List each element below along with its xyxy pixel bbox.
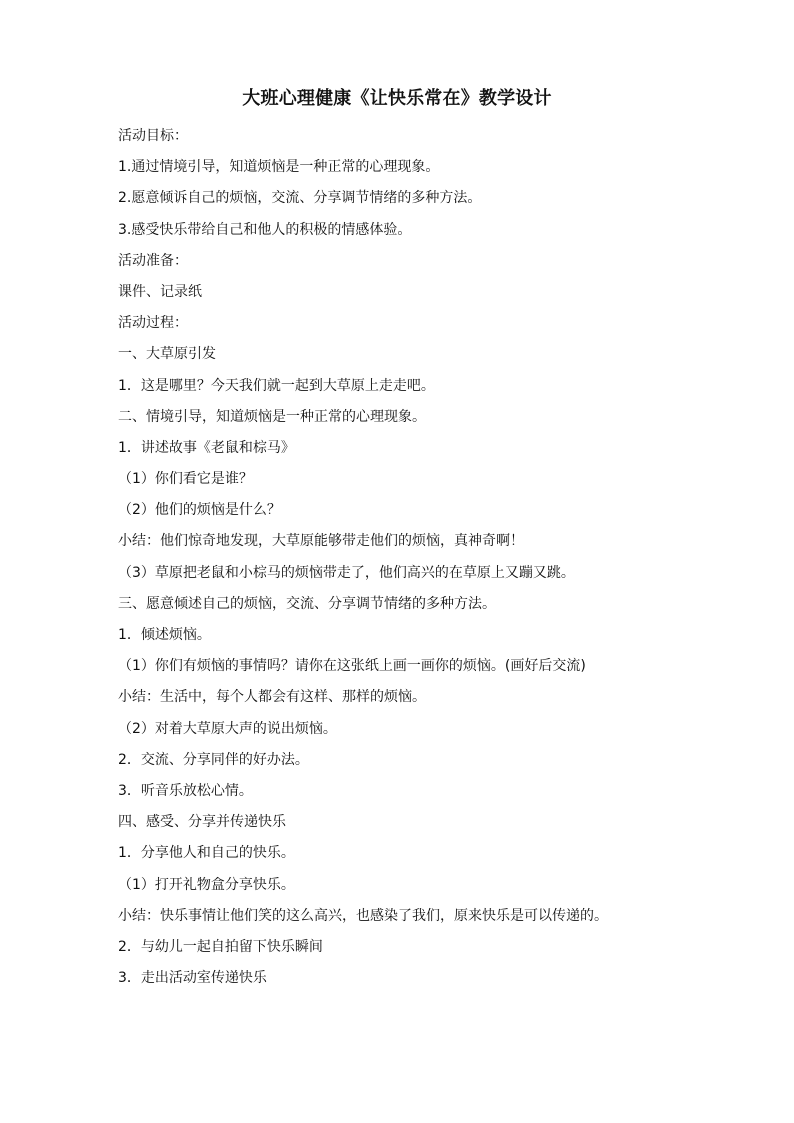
document-title: 大班心理健康《让快乐常在》教学设计 xyxy=(242,88,552,109)
process-subitem: （1）打开礼物盒分享快乐。 xyxy=(118,876,295,893)
process-item: 1．讲述故事《老鼠和棕马》 xyxy=(118,439,295,456)
process-heading: 二、情境引导，知道烦恼是一种正常的心理现象。 xyxy=(118,408,426,425)
summary-note: 小结：他们惊奇地发现，大草原能够带走他们的烦恼，真神奇啊！ xyxy=(118,533,524,550)
process-subitem: （2）对着大草原大声的说出烦恼。 xyxy=(118,720,337,737)
process-item: 1．分享他人和自己的快乐。 xyxy=(118,845,295,862)
objective-item: 1.通过情境引导，知道烦恼是一种正常的心理现象。 xyxy=(118,159,440,176)
process-subitem: （1）你们有烦恼的事情吗？请你在这张纸上画一画你的烦恼。(画好后交流) xyxy=(118,658,586,675)
process-item: 2．交流、分享同伴的好办法。 xyxy=(118,751,309,768)
summary-note: 小结：快乐事情让他们笑的这么高兴，也感染了我们，原来快乐是可以传递的。 xyxy=(118,907,608,924)
process-item: 1．这是哪里？今天我们就一起到大草原上走走吧。 xyxy=(118,377,435,394)
preparation-text: 课件、记录纸 xyxy=(118,283,202,300)
process-heading: 四、感受、分享并传递快乐 xyxy=(118,814,286,831)
process-heading: 一、大草原引发 xyxy=(118,346,216,363)
document-body xyxy=(118,121,718,994)
process-subitem: （1）你们看它是谁？ xyxy=(118,471,253,488)
section-label-objectives: 活动目标： xyxy=(118,128,188,144)
process-subitem: （3）草原把老鼠和小棕马的烦恼带走了，他们高兴的在草原上又蹦又跳。 xyxy=(118,564,575,581)
process-subitem: （2）他们的烦恼是什么？ xyxy=(118,502,281,519)
process-heading: 三、愿意倾述自己的烦恼，交流、分享调节情绪的多种方法。 xyxy=(118,595,496,612)
process-item: 3．听音乐放松心情。 xyxy=(118,782,253,799)
summary-note: 小结：生活中，每个人都会有这样、那样的烦恼。 xyxy=(118,689,426,706)
objective-item: 3.感受快乐带给自己和他人的积极的情感体验。 xyxy=(118,221,412,238)
process-item: 1．倾述烦恼。 xyxy=(118,627,211,643)
objective-item: 2.愿意倾诉自己的烦恼，交流、分享调节情绪的多种方法。 xyxy=(118,190,482,207)
process-item: 3．走出活动室传递快乐 xyxy=(118,970,267,987)
section-label-preparation: 活动准备： xyxy=(118,252,188,269)
process-item: 2．与幼儿一起自拍留下快乐瞬间 xyxy=(118,938,323,955)
section-label-process: 活动过程： xyxy=(118,315,188,332)
